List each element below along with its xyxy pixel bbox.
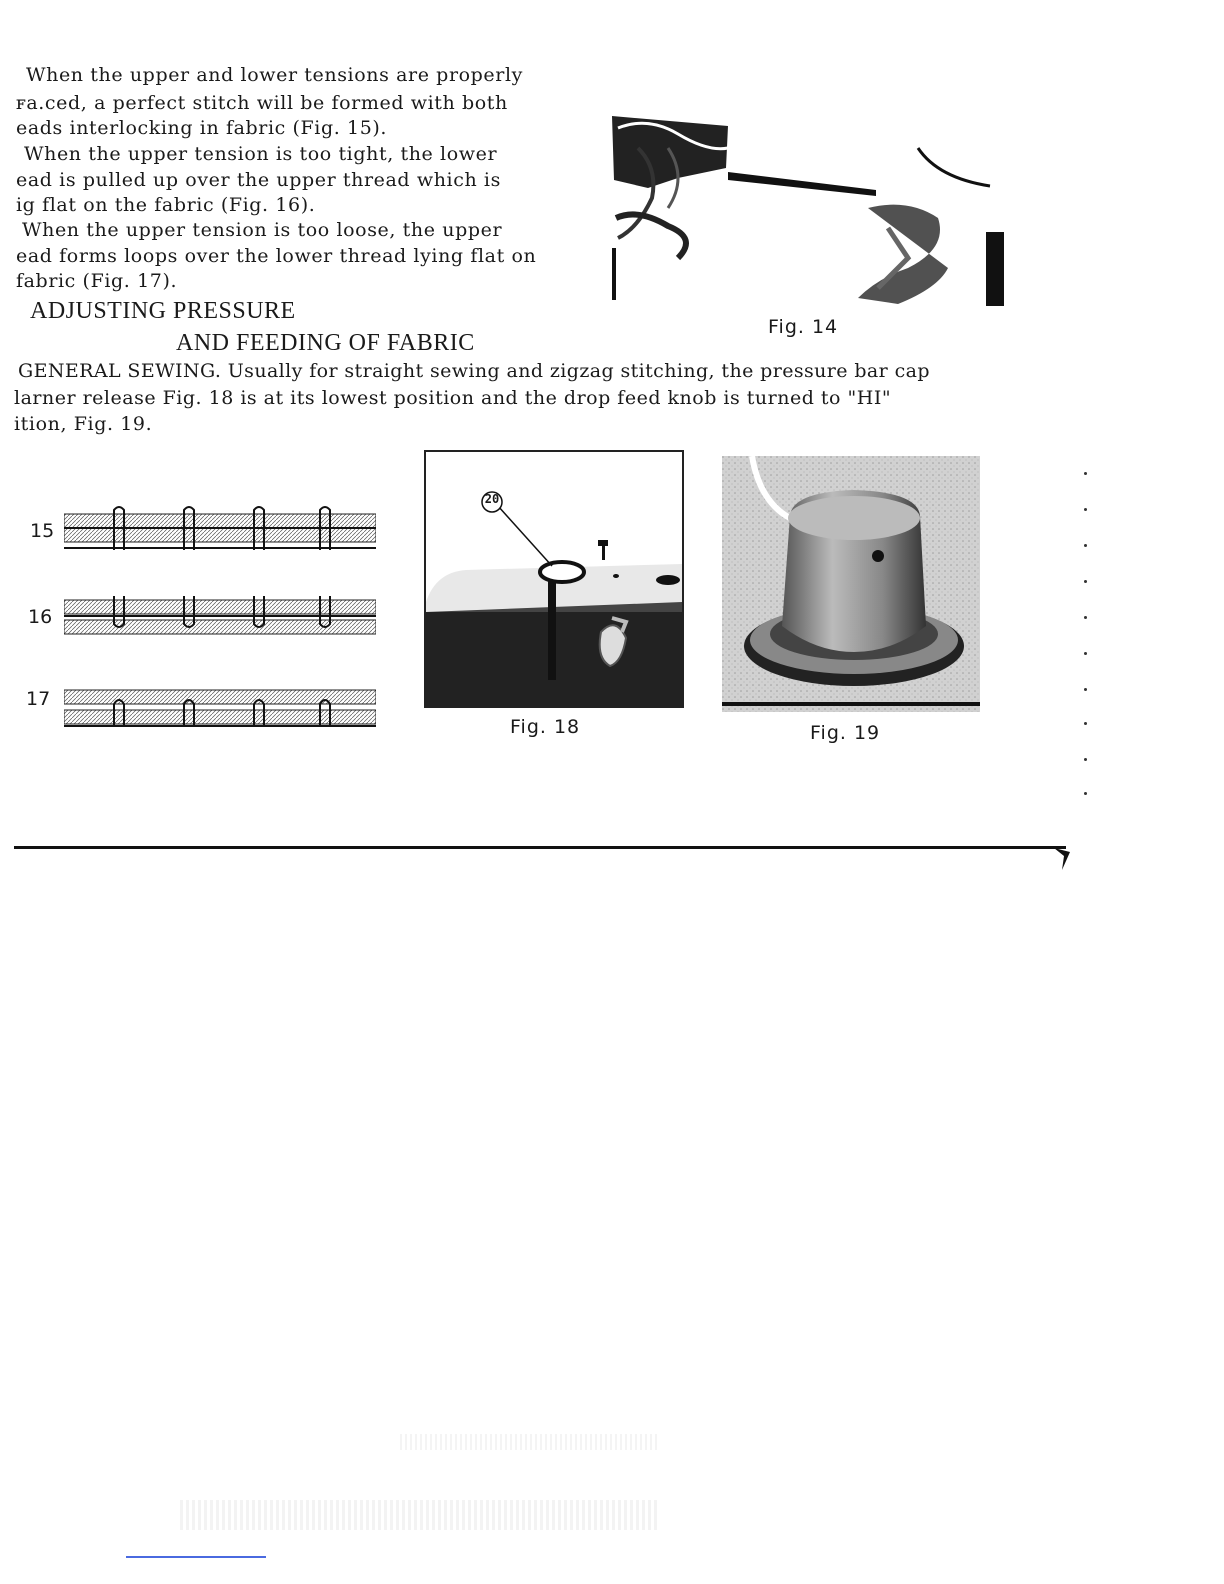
page-corner-mark: [1050, 846, 1074, 872]
scan-artifact: [400, 1434, 660, 1450]
margin-dot: [1084, 722, 1087, 725]
section-heading-line2: AND FEEDING OF FABRIC: [176, 330, 475, 356]
text-line: ꜰa.ced, a perfect stitch will be formed with both: [16, 92, 508, 114]
fig18-photo: [424, 450, 684, 708]
margin-dot: [1084, 508, 1087, 511]
stitch-diagram-15: [64, 504, 376, 554]
text-line: When the upper tension is too loose, the upper: [22, 219, 503, 241]
fig14-photo: [608, 108, 1008, 308]
text-line: larner release Fig. 18 is at its lowest position and the drop feed knob is turned to "HI": [14, 387, 892, 409]
fig14-caption: Fig. 14: [768, 316, 839, 338]
fig19-photo: [722, 456, 980, 712]
text-line: fabric (Fig. 17).: [16, 270, 178, 292]
stitch-label-15: 15: [30, 520, 55, 542]
margin-dot: [1084, 758, 1087, 761]
text-line: ition, Fig. 19.: [14, 413, 153, 435]
fig18-caption: Fig. 18: [510, 716, 581, 738]
margin-dot: [1084, 544, 1087, 547]
stitch-diagram-17: [64, 682, 376, 732]
margin-dot: [1084, 792, 1087, 795]
text-line: eads interlocking in fabric (Fig. 15).: [16, 117, 388, 139]
section-heading-line1: ADJUSTING PRESSURE: [30, 298, 296, 324]
margin-dot: [1084, 472, 1087, 475]
margin-dot: [1084, 616, 1087, 619]
margin-dot: [1084, 580, 1087, 583]
blue-underline-mark: [126, 1556, 266, 1558]
scan-artifact: [180, 1500, 660, 1530]
fig19-caption: Fig. 19: [810, 722, 881, 744]
stitch-label-16: 16: [28, 606, 53, 628]
margin-dot: [1084, 688, 1087, 691]
stitch-label-17: 17: [26, 688, 51, 710]
text-line: When the upper tension is too tight, the lower: [24, 143, 498, 165]
fig18-callout-number: 20: [484, 492, 500, 506]
stitch-diagram-16: [64, 594, 376, 644]
page-rule: [14, 846, 1066, 849]
text-line: ig flat on the fabric (Fig. 16).: [16, 194, 316, 216]
text-line: ead is pulled up over the upper thread which is: [16, 169, 501, 191]
text-line: ead forms loops over the lower thread lying flat on: [16, 245, 537, 267]
text-line: When the upper and lower tensions are properly: [26, 64, 523, 86]
margin-dot: [1084, 652, 1087, 655]
text-line: GENERAL SEWING. Usually for straight sewing and zigzag stitching, the pressure bar cap: [18, 360, 930, 382]
